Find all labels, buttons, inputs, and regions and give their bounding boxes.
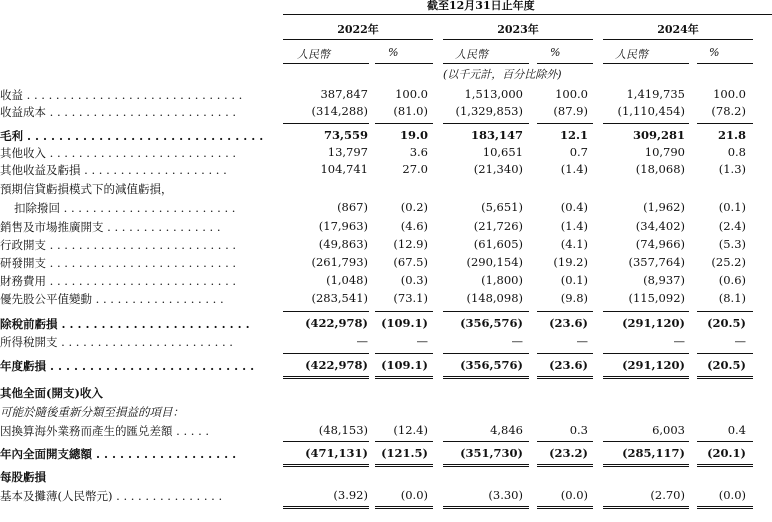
subtotal-rule <box>603 441 689 442</box>
subtotal-rule <box>443 353 529 354</box>
subtotal-rule <box>443 311 529 312</box>
table-cell: 1,419,735 <box>626 87 685 101</box>
table-cell: (23.6) <box>549 358 588 372</box>
subtotal-rule <box>697 441 753 442</box>
total-rule <box>697 376 753 377</box>
table-cell: (109.1) <box>381 358 428 372</box>
table-cell: (73.1) <box>393 291 428 305</box>
total-rule <box>537 508 593 509</box>
total-rule <box>443 378 529 379</box>
table-cell: (17,963) <box>318 219 368 233</box>
row-label: 財務費用 . . . . . . . . . . . . . . . . . . . . . . . . . . <box>0 274 237 288</box>
table-cell: 6,003 <box>652 423 685 437</box>
col-pct-2022: % <box>388 46 399 59</box>
total-rule <box>603 508 689 509</box>
table-cell: 12.1 <box>559 128 588 142</box>
total-rule <box>537 464 593 465</box>
subtotal-rule <box>443 123 529 124</box>
table-cell: 27.0 <box>402 162 428 176</box>
table-cell: (12.9) <box>393 237 428 251</box>
colhdr-rule-pct-2022 <box>375 63 433 64</box>
row-label: 預期信貸虧損模式下的減值虧損， <box>0 182 173 196</box>
year-2024-header: 2024年 <box>657 23 699 36</box>
total-rule <box>537 506 593 507</box>
table-cell: (291,120) <box>622 358 685 372</box>
period-rule <box>283 14 772 15</box>
table-cell: (0.4) <box>560 200 588 214</box>
total-rule <box>603 464 689 465</box>
table-cell: 13,797 <box>327 145 368 159</box>
table-cell: (283,541) <box>311 291 368 305</box>
total-rule <box>697 464 753 465</box>
row-label: 因換算海外業務而產生的匯兑差額 . . . . . <box>0 424 210 438</box>
subtotal-rule <box>697 353 753 354</box>
period-header: 截至12月31日止年度 <box>427 0 535 12</box>
subtotal-rule <box>283 353 369 354</box>
table-cell: (21,726) <box>473 219 523 233</box>
col-rmb-2022: 人民幣 <box>297 48 330 61</box>
table-cell: (121.5) <box>381 446 428 460</box>
total-rule <box>283 464 369 465</box>
table-cell: (2.70) <box>650 488 685 502</box>
row-label: 收益成本 . . . . . . . . . . . . . . . . . . . . . . . . . . <box>0 105 237 119</box>
table-cell: (8.1) <box>718 291 746 305</box>
table-cell: (12.4) <box>393 423 428 437</box>
table-cell: (81.0) <box>393 104 428 118</box>
table-cell: (1,962) <box>643 200 685 214</box>
table-cell: (351,730) <box>460 446 523 460</box>
total-rule <box>697 378 753 379</box>
table-cell: (0.2) <box>400 200 428 214</box>
table-cell: (67.5) <box>393 255 428 269</box>
table-cell: (74,966) <box>635 237 685 251</box>
table-cell: (61,605) <box>473 237 523 251</box>
subtotal-rule <box>375 441 433 442</box>
row-label: 可能於隨後重新分類至損益的項目： <box>0 405 184 419</box>
table-cell: (356,576) <box>460 358 523 372</box>
table-cell: (422,978) <box>305 358 368 372</box>
table-cell: 0.3 <box>569 423 588 437</box>
table-cell: — <box>576 334 588 348</box>
table-cell: (290,154) <box>466 255 523 269</box>
row-label: 所得稅開支 . . . . . . . . . . . . . . . . . . . . . . . . <box>0 335 233 349</box>
subtotal-rule <box>697 123 753 124</box>
total-rule <box>697 466 753 467</box>
table-cell: (0.6) <box>718 273 746 287</box>
table-cell: (4.6) <box>400 219 428 233</box>
total-rule <box>283 376 369 377</box>
col-rmb-2023: 人民幣 <box>455 48 488 61</box>
total-rule <box>375 506 433 507</box>
subtotal-rule <box>283 311 369 312</box>
table-cell: (1.4) <box>560 162 588 176</box>
subtotal-rule <box>375 353 433 354</box>
table-cell: (49,863) <box>318 237 368 251</box>
total-rule <box>537 378 593 379</box>
subtotal-rule <box>283 441 369 442</box>
subtotal-rule <box>603 353 689 354</box>
table-cell: 4,846 <box>490 423 523 437</box>
table-cell: (18,068) <box>635 162 685 176</box>
total-rule <box>283 508 369 509</box>
total-rule <box>283 466 369 467</box>
table-cell: — <box>734 334 746 348</box>
table-cell: (87.9) <box>553 104 588 118</box>
colhdr-rule-pct-2024 <box>697 63 753 64</box>
row-label: 毛利 . . . . . . . . . . . . . . . . . . . . . . . . . . . . . . <box>0 129 264 143</box>
total-rule <box>697 506 753 507</box>
subtotal-rule <box>603 311 689 312</box>
row-label: 基本及攤薄(人民幣元) . . . . . . . . . . . . . . . <box>0 489 223 503</box>
table-cell: (1,048) <box>326 273 368 287</box>
table-cell: 73,559 <box>323 128 368 142</box>
table-cell: (21,340) <box>473 162 523 176</box>
total-rule <box>375 464 433 465</box>
total-rule <box>537 376 593 377</box>
total-rule <box>443 508 529 509</box>
table-cell: 0.8 <box>727 145 746 159</box>
table-cell: 100.0 <box>395 87 428 101</box>
col-rmb-2024: 人民幣 <box>615 48 648 61</box>
table-cell: (261,793) <box>311 255 368 269</box>
table-cell: (20.5) <box>707 316 746 330</box>
table-cell: 10,651 <box>482 145 523 159</box>
table-cell: (9.8) <box>560 291 588 305</box>
table-cell: (867) <box>337 200 368 214</box>
table-cell: — <box>673 334 685 348</box>
table-cell: (357,764) <box>628 255 685 269</box>
table-cell: (1.3) <box>718 162 746 176</box>
table-cell: (0.1) <box>718 200 746 214</box>
table-cell: (20.1) <box>707 446 746 460</box>
table-cell: (285,117) <box>622 446 685 460</box>
col-pct-2023: % <box>550 46 561 59</box>
table-cell: (25.2) <box>711 255 746 269</box>
unit-note: (以千元計，百分比除外) <box>443 68 562 81</box>
row-label: 其他收入 . . . . . . . . . . . . . . . . . . . . . . . . . . <box>0 146 237 160</box>
table-cell: (19.2) <box>553 255 588 269</box>
total-rule <box>443 376 529 377</box>
row-label: 優先股公平值變動 . . . . . . . . . . . . . . . . . . <box>0 292 224 306</box>
table-cell: (8,937) <box>643 273 685 287</box>
total-rule <box>697 508 753 509</box>
table-cell: (1.4) <box>560 219 588 233</box>
table-cell: 100.0 <box>713 87 746 101</box>
table-cell: — <box>356 334 368 348</box>
table-cell: (20.5) <box>707 358 746 372</box>
colhdr-rule-pct-2023 <box>537 63 593 64</box>
total-rule <box>375 508 433 509</box>
col-pct-2024: % <box>709 46 720 59</box>
table-cell: (314,288) <box>311 104 368 118</box>
table-cell: (2.4) <box>718 219 746 233</box>
total-rule <box>603 506 689 507</box>
table-cell: (0.1) <box>560 273 588 287</box>
subtotal-rule <box>697 311 753 312</box>
table-cell: (5.3) <box>718 237 746 251</box>
table-cell: (3.92) <box>333 488 368 502</box>
row-label: 行政開支 . . . . . . . . . . . . . . . . . . . . . . . . . . <box>0 238 237 252</box>
row-label: 扣除撥回 . . . . . . . . . . . . . . . . . . . . . . . . <box>14 201 236 215</box>
table-cell: (148,098) <box>466 291 523 305</box>
table-cell: (291,120) <box>622 316 685 330</box>
table-cell: (1,329,853) <box>455 104 523 118</box>
table-cell: (471,131) <box>305 446 368 460</box>
subtotal-rule <box>537 353 593 354</box>
total-rule <box>537 466 593 467</box>
subtotal-rule <box>603 123 689 124</box>
subtotal-rule <box>443 441 529 442</box>
table-cell: 387,847 <box>320 87 368 101</box>
table-cell: (109.1) <box>381 316 428 330</box>
table-cell: (4.1) <box>560 237 588 251</box>
total-rule <box>603 378 689 379</box>
subtotal-rule <box>283 123 369 124</box>
table-cell: (422,978) <box>305 316 368 330</box>
row-label: 除稅前虧損 . . . . . . . . . . . . . . . . . . . . . . . . <box>0 317 250 331</box>
table-cell: (0.0) <box>400 488 428 502</box>
table-cell: 0.4 <box>727 423 746 437</box>
table-cell: 183,147 <box>470 128 523 142</box>
table-cell: (0.0) <box>560 488 588 502</box>
table-cell: (0.0) <box>718 488 746 502</box>
subtotal-rule <box>537 123 593 124</box>
total-rule <box>375 466 433 467</box>
total-rule <box>603 466 689 467</box>
table-cell: (3.30) <box>488 488 523 502</box>
colhdr-rule-rmb-2023 <box>443 63 529 64</box>
table-cell: 3.6 <box>409 145 428 159</box>
row-label: 收益 . . . . . . . . . . . . . . . . . . . . . . . . . . . . . . <box>0 88 243 102</box>
table-cell: (78.2) <box>711 104 746 118</box>
table-cell: (0.3) <box>400 273 428 287</box>
row-label: 其他收益及虧損 . . . . . . . . . . . . . . . . . . . . <box>0 163 227 177</box>
year-rule-2023 <box>443 39 593 40</box>
table-cell: (34,402) <box>635 219 685 233</box>
row-label: 銷售及市場推廣開支 . . . . . . . . . . . . . . . . <box>0 220 221 234</box>
year-rule-2022 <box>283 39 433 40</box>
table-cell: (1,800) <box>481 273 523 287</box>
table-cell: 104,741 <box>320 162 368 176</box>
total-rule <box>375 376 433 377</box>
year-rule-2024 <box>603 39 753 40</box>
total-rule <box>603 376 689 377</box>
subtotal-rule <box>375 311 433 312</box>
year-2022-header: 2022年 <box>337 23 379 36</box>
total-rule <box>443 464 529 465</box>
row-label: 年內全面開支總額 . . . . . . . . . . . . . . . . . . <box>0 447 237 461</box>
year-2023-header: 2023年 <box>497 23 539 36</box>
table-cell: — <box>416 334 428 348</box>
table-cell: (356,576) <box>460 316 523 330</box>
table-cell: (48,153) <box>318 423 368 437</box>
row-label: 年度虧損 . . . . . . . . . . . . . . . . . . . . . . . . . . <box>0 359 255 373</box>
table-cell: — <box>511 334 523 348</box>
table-cell: 21.8 <box>717 128 746 142</box>
subtotal-rule <box>537 441 593 442</box>
row-label: 每股虧損 <box>0 470 46 484</box>
total-rule <box>375 378 433 379</box>
row-label: 研發開支 . . . . . . . . . . . . . . . . . . . . . . . . . . <box>0 256 237 270</box>
table-cell: (23.6) <box>549 316 588 330</box>
table-cell: 0.7 <box>569 145 588 159</box>
table-cell: 100.0 <box>555 87 588 101</box>
table-cell: (23.2) <box>549 446 588 460</box>
table-cell: (1,110,454) <box>617 104 685 118</box>
subtotal-rule <box>537 311 593 312</box>
colhdr-rule-rmb-2022 <box>283 63 369 64</box>
table-cell: 309,281 <box>632 128 685 142</box>
total-rule <box>443 506 529 507</box>
table-cell: (115,092) <box>628 291 685 305</box>
table-cell: 10,790 <box>644 145 685 159</box>
row-label: 其他全面(開支)收入 <box>0 386 103 400</box>
total-rule <box>443 466 529 467</box>
colhdr-rule-rmb-2024 <box>603 63 689 64</box>
table-cell: (5,651) <box>481 200 523 214</box>
table-cell: 19.0 <box>399 128 428 142</box>
subtotal-rule <box>375 123 433 124</box>
total-rule <box>283 378 369 379</box>
total-rule <box>283 506 369 507</box>
table-cell: 1,513,000 <box>464 87 523 101</box>
